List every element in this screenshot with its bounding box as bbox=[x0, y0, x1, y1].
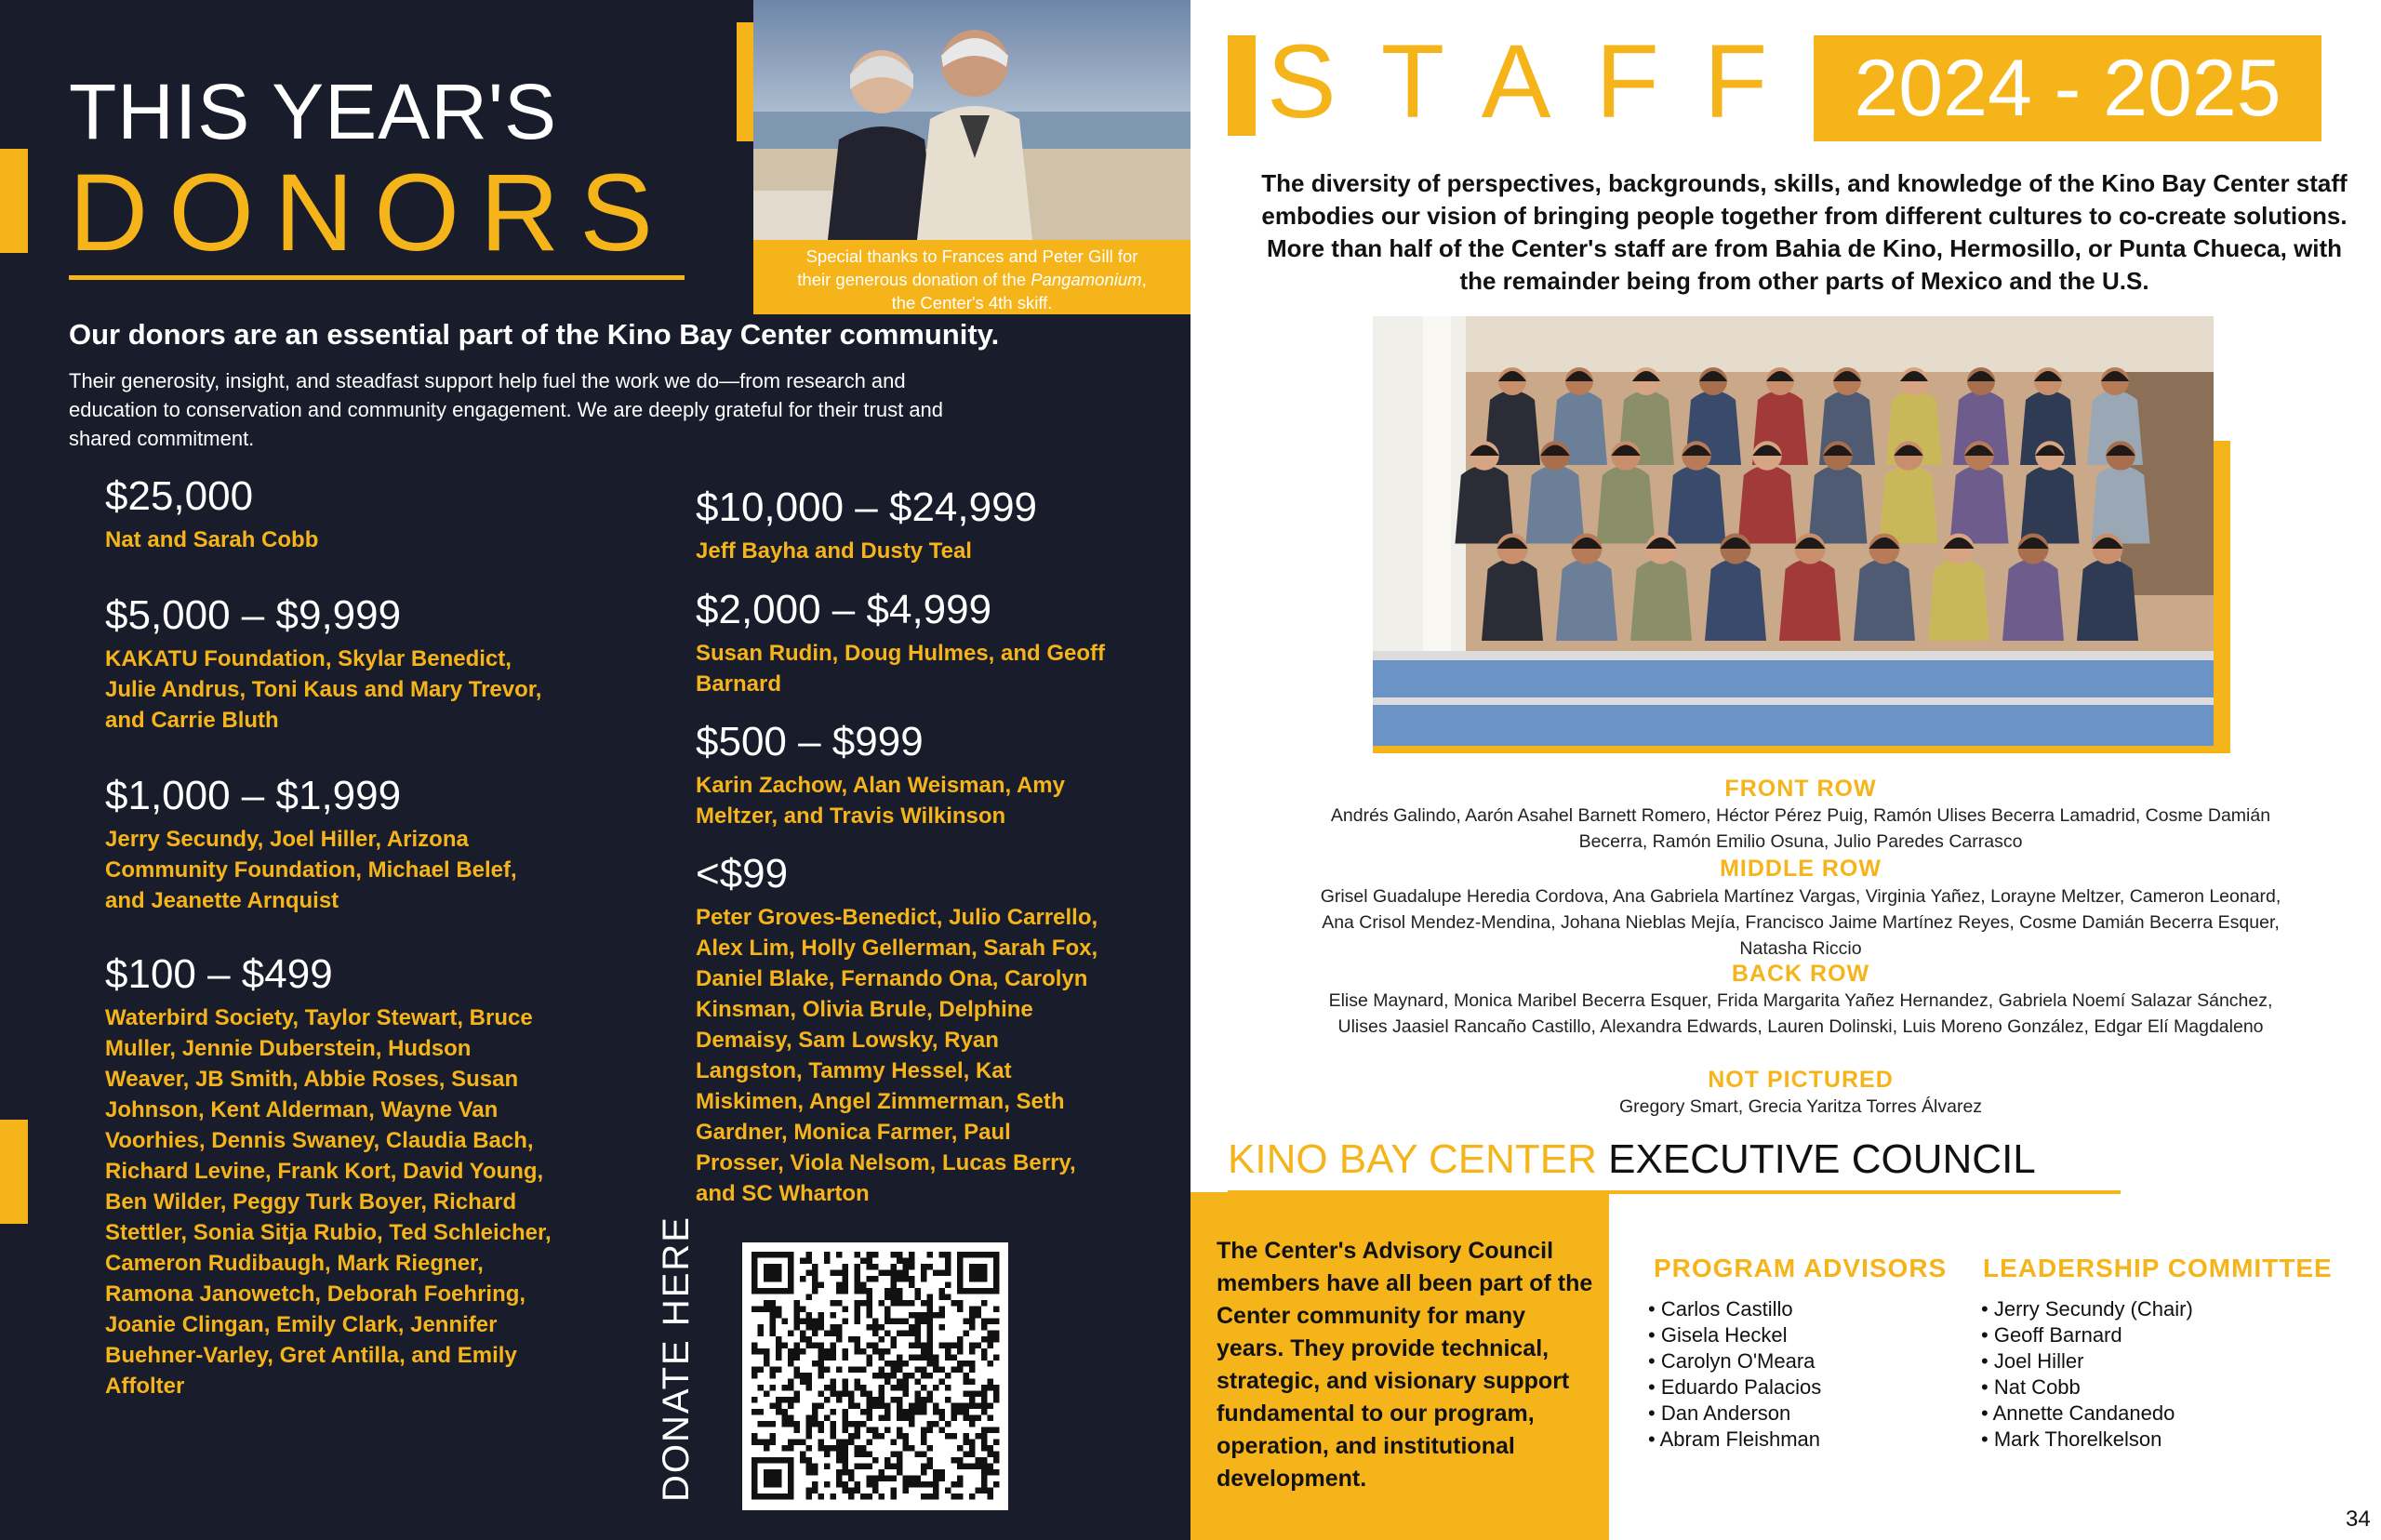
staff-intro: The diversity of perspectives, backgrounds, skills, and knowledge of the Kino Bay Center staff embodies our vision of bringing people together from different cultures to co-create solutions. More than half of the Center's staff are from Bahia de Kino, Hermosillo, or Punta Chueca, with the remainder being from other parts of Mexico and the U.S. bbox=[1261, 169, 2348, 295]
caption-line: Special thanks to Frances and Peter Gill for bbox=[805, 246, 1138, 266]
donate-here-label: DONATE HERE bbox=[656, 1215, 697, 1502]
tier-amount: $5,000 – $9,999 bbox=[105, 592, 402, 638]
council-member: • Abram Fleishman bbox=[1648, 1427, 1821, 1453]
tier-names: Peter Groves-Benedict, Julio Carrello, Alex Lim, Holly Gellerman, Sarah Fox, Daniel Blake, Fernando Ona, Carolyn Kinsman, Olivia Brule, Delphine Demaisy, Sam Lowsky, Ryan Langston, Tammy Hessel, Kat Miskimen, Angel Zimmerman, Seth Gardner, Monica Farmer, Paul Prosser, Viola Nelsom, Lucas Berry, and SC Wharton bbox=[696, 905, 1098, 1207]
tier-names: KAKATU Foundation, Skylar Benedict, Julie Andrus, Toni Kaus and Mary Trevor, and Carrie Bluth bbox=[105, 646, 542, 734]
council-member: • Mark Thorelkelson bbox=[1981, 1427, 2193, 1453]
donor-tier bbox=[105, 774, 552, 916]
donor-photo bbox=[753, 0, 1190, 240]
donor-tier bbox=[696, 588, 1105, 699]
donor-tier bbox=[696, 485, 1124, 566]
staff-years: 2024 - 2025 bbox=[1854, 44, 2281, 133]
caption-line: the Center's 4th skiff. bbox=[891, 293, 1053, 312]
staff-row-names: Grisel Guadalupe Heredia Cordova, Ana Gabriela Martínez Vargas, Virginia Yañez, Lorayne Meltzer, Cameron Leonard, Ana Crisol Mendez-Mendina, Johana Nieblas Mejía, Francisco Jaime Martínez Reyes, Cosme Damián Becerra Esquer, Natasha Riccio bbox=[1320, 886, 2281, 959]
tier-names: Karin Zachow, Alan Weisman, Amy Meltzer, and Travis Wilkinson bbox=[696, 773, 1065, 830]
council-title-part: EXECUTIVE COUNCIL bbox=[1608, 1136, 2036, 1182]
staff-row-heading: FRONT ROW bbox=[1724, 776, 1877, 802]
council-member: • Joel Hiller bbox=[1981, 1348, 2193, 1374]
tier-amount: $2,000 – $4,999 bbox=[696, 587, 992, 632]
tier-names: Waterbird Society, Taylor Stewart, Bruce Muller, Jennie Duberstein, Hudson Weaver, JB Smith, Abbie Roses, Susan Johnson, Kent Alderman, Wayne Van Voorhies, Dennis Swaney, Claudia Bach, Richard Levine, Frank Kort, David Young, Ben Wilder, Peggy Turk Boyer, Richard Stettler, Sonia Sitja Rubio, Ted Schleicher, Cameron Rudibaugh, Mark Riegner, Ramona Janowetch, Deborah Foehring, Joanie Clingan, Emily Clark, Jennifer Buehner-Varley, Gret Antilla, and Emily Affolter bbox=[105, 1005, 552, 1400]
staff-row-names: Gregory Smart, Grecia Yaritza Torres Álvarez bbox=[1618, 1096, 1983, 1117]
tier-amount: $500 – $999 bbox=[696, 719, 924, 764]
council-description: The Center's Advisory Council members have all been part of the Center community for many years. They provide technical, strategic, and visionary support fundamental to our program, operation, and institutional development. bbox=[1217, 1238, 1593, 1492]
leadership-list bbox=[1981, 1296, 2193, 1453]
council-title bbox=[1228, 1136, 2036, 1183]
tier-names: Jeff Bayha and Dusty Teal bbox=[696, 538, 972, 564]
tier-names: Nat and Sarah Cobb bbox=[105, 527, 319, 553]
donors-intro-body: Their generosity, insight, and steadfast support help fuel the work we do—from research and education to conservation and community engagement. We are deeply grateful for their trust and shared commitment. bbox=[69, 369, 944, 450]
donor-tier bbox=[105, 952, 552, 1401]
council-member: • Nat Cobb bbox=[1981, 1374, 2193, 1401]
staff-group-photo bbox=[1373, 316, 2214, 746]
tier-names: Jerry Secundy, Joel Hiller, Arizona Community Foundation, Michael Belef, and Jeanette Arnquist bbox=[105, 827, 517, 914]
staff-title: STAFF bbox=[1267, 23, 1813, 139]
staff-row-heading: NOT PICTURED bbox=[1708, 1067, 1894, 1093]
caption-text: their generous donation of the bbox=[797, 270, 1027, 289]
tier-amount: $25,000 bbox=[105, 473, 254, 519]
council-member: • Carolyn O'Meara bbox=[1648, 1348, 1821, 1374]
donor-tier bbox=[105, 593, 552, 736]
staff-row-names: Andrés Galindo, Aarón Asahel Barnett Romero, Héctor Pérez Puig, Ramón Ulises Becerra Lamadrid, Cosme Damián Becerra, Ramón Emilio Osuna, Julio Paredes Carrasco bbox=[1330, 805, 2271, 852]
donate-qr-code[interactable] bbox=[742, 1242, 1008, 1510]
tier-names: Susan Rudin, Doug Hulmes, and Geoff Barnard bbox=[696, 641, 1106, 697]
council-member: • Gisela Heckel bbox=[1648, 1322, 1821, 1348]
donor-tier bbox=[696, 720, 1105, 831]
accent-bar bbox=[737, 22, 753, 141]
council-title-part: KINO BAY CENTER bbox=[1228, 1136, 1597, 1182]
tier-amount: $10,000 – $24,999 bbox=[696, 485, 1038, 530]
council-member: • Annette Candanedo bbox=[1981, 1401, 2193, 1427]
staff-row-names: Elise Maynard, Monica Maribel Becerra Esquer, Frida Margarita Yañez Hernandez, Gabriela Noemí Salazar Sánchez, Ulises Jaasiel Rancaño Castillo, Alexandra Edwards, Lauren Dolinski, Luis Moreno González, Edgar Elí Magdaleno bbox=[1328, 990, 2273, 1037]
council-member: • Dan Anderson bbox=[1648, 1401, 1821, 1427]
donors-title-line1: THIS YEAR'S bbox=[69, 68, 557, 155]
title-underline bbox=[69, 275, 685, 280]
accent-bar bbox=[0, 1120, 28, 1224]
page-number: 34 bbox=[2346, 1507, 2371, 1532]
leadership-heading: LEADERSHIP COMMITTEE bbox=[1983, 1254, 2333, 1282]
accent-bar bbox=[1228, 35, 1256, 136]
council-member: • Jerry Secundy (Chair) bbox=[1981, 1296, 2193, 1322]
tier-amount: <$99 bbox=[696, 851, 789, 896]
donor-tier bbox=[105, 474, 570, 555]
staff-row-heading: MIDDLE ROW bbox=[1720, 856, 1882, 882]
donor-tier bbox=[696, 852, 1105, 1209]
council-member: • Geoff Barnard bbox=[1981, 1322, 2193, 1348]
donor-photo-caption bbox=[753, 240, 1190, 314]
council-member: • Carlos Castillo bbox=[1648, 1296, 1821, 1322]
tier-amount: $100 – $499 bbox=[105, 951, 333, 997]
staff-row-heading: BACK ROW bbox=[1731, 961, 1870, 987]
caption-line: their generous donation of the Pangamonium, bbox=[797, 270, 1147, 289]
council-member: • Eduardo Palacios bbox=[1648, 1374, 1821, 1401]
accent-bar bbox=[2214, 441, 2230, 753]
program-advisors-heading: PROGRAM ADVISORS bbox=[1654, 1254, 1948, 1282]
program-advisors-list bbox=[1648, 1296, 1821, 1453]
caption-boat-name: Pangamonium bbox=[1031, 270, 1142, 289]
donors-title-line2: DONORS bbox=[69, 152, 673, 274]
donors-intro-heading: Our donors are an essential part of the Kino Bay Center community. bbox=[69, 318, 1000, 351]
accent-bar bbox=[0, 149, 28, 253]
tier-amount: $1,000 – $1,999 bbox=[105, 773, 402, 818]
